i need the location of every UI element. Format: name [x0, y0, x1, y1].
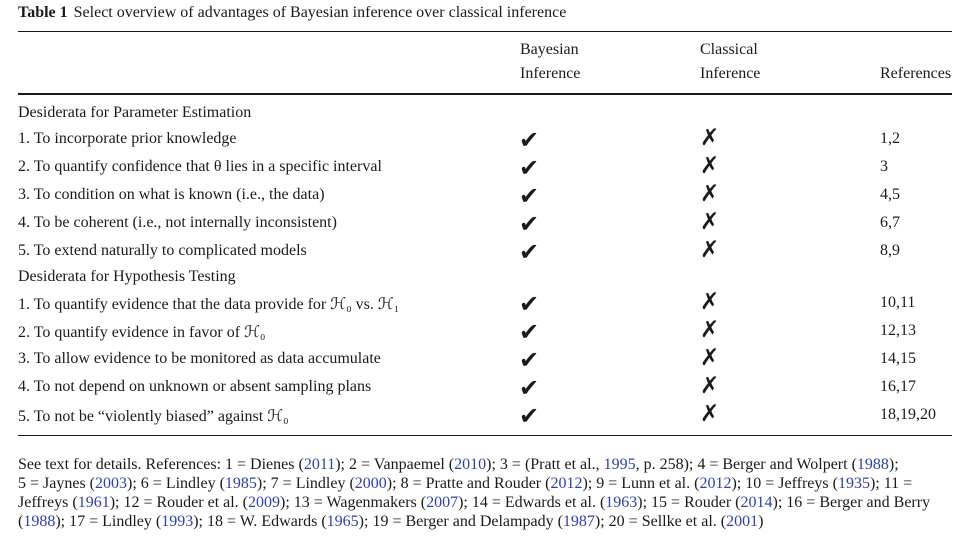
row-label: 4. To be coherent (i.e., not internally inconsistent)	[18, 214, 337, 231]
footnote-text: ); 14 = Edwards et al. (	[458, 494, 606, 511]
header-bayesian-line1: Bayesian	[520, 41, 579, 58]
row-refs: 1,2	[880, 130, 900, 147]
row-label: 5. To not be “violently biased” against ℋ₀	[18, 408, 289, 425]
table-row	[0, 237, 974, 268]
footnote-text: ); 10 = Jeffreys (	[731, 475, 838, 492]
footnote-text: Jeffreys (	[18, 494, 78, 511]
cross-icon: ✗	[700, 373, 720, 399]
footnote-text: ); 2 = Vanpaemel (	[335, 456, 455, 473]
table-row	[0, 209, 974, 240]
caption-text: Select overview of advantages of Bayesian inference over classical inference	[73, 4, 567, 21]
table-row	[0, 317, 974, 348]
row-refs: 14,15	[880, 350, 916, 367]
header-classical-line2: Inference	[700, 65, 761, 82]
header-references: References	[880, 65, 952, 82]
footnote-text: See text for details. References: 1 = Dienes (	[18, 456, 304, 473]
footnote-text: )	[758, 513, 764, 530]
row-label: 2. To quantify evidence in favor of ℋ₀	[18, 324, 266, 341]
citation-year-link[interactable]: 2014	[740, 494, 773, 511]
table-label: Table 1	[18, 4, 68, 21]
row-refs: 12,13	[880, 322, 916, 339]
cross-icon: ✗	[700, 317, 720, 343]
table-row	[0, 125, 974, 156]
check-icon: ✔	[519, 402, 540, 430]
footnote-text: ); 17 = Lindley (	[55, 513, 162, 530]
table-footnote	[18, 455, 958, 531]
citation-year-link[interactable]: 1935	[837, 475, 870, 492]
citation-year-link[interactable]: 2000	[354, 475, 387, 492]
check-icon: ✔	[519, 154, 540, 182]
cross-icon: ✗	[700, 345, 720, 371]
citation-year-link[interactable]: 2012	[550, 475, 583, 492]
citation-year-link[interactable]: 2009	[248, 494, 281, 511]
citation-year-link[interactable]: 1985	[224, 475, 257, 492]
header-classical	[700, 38, 760, 86]
table-row	[0, 345, 974, 376]
cross-icon: ✗	[700, 237, 720, 263]
header-classical-line1: Classical	[700, 41, 758, 58]
citation-year-link[interactable]: 2011	[303, 456, 336, 473]
table-row	[0, 401, 974, 432]
row-refs: 4,5	[880, 186, 900, 203]
footnote-text: ); 6 = Lindley (	[127, 475, 225, 492]
row-refs: 6,7	[880, 214, 900, 231]
row-label: 5. To extend naturally to complicated models	[18, 242, 307, 259]
check-icon: ✔	[519, 238, 540, 266]
row-refs: 10,11	[880, 294, 916, 311]
row-label: 1. To incorporate prior knowledge	[18, 130, 237, 147]
citation-year-link[interactable]: 2003	[95, 475, 128, 492]
citation-year-link[interactable]: 2007	[426, 494, 459, 511]
footnote-text: ); 3 = (Pratt et al.,	[486, 456, 604, 473]
footnote-text: ); 11 =	[869, 475, 913, 492]
footnote-text: ); 16 = Berger and Berry	[772, 494, 931, 511]
citation-year-link[interactable]: 1993	[161, 513, 194, 530]
row-refs: 3	[880, 158, 888, 175]
row-label: 3. To condition on what is known (i.e., the data)	[18, 186, 325, 203]
footnote-text: );	[888, 456, 899, 473]
row-refs: 8,9	[880, 242, 900, 259]
header-bayesian-line2: Inference	[520, 65, 581, 82]
citation-year-link[interactable]: 1988	[23, 513, 56, 530]
cross-icon: ✗	[700, 289, 720, 315]
check-icon: ✔	[519, 126, 540, 154]
cross-icon: ✗	[700, 125, 720, 151]
row-label: 1. To quantify evidence that the data provide for ℋ₀ vs. ℋ₁	[18, 296, 400, 313]
citation-year-link[interactable]: 1963	[605, 494, 638, 511]
citation-year-link[interactable]: 1988	[856, 456, 889, 473]
footnote-text: ); 13 = Wagenmakers (	[280, 494, 427, 511]
check-icon: ✔	[519, 210, 540, 238]
footnote-text: ); 7 = Lindley (	[256, 475, 355, 492]
citation-year-link[interactable]: 1995	[603, 456, 636, 473]
footnote-text: ); 20 = Sellke et al. (	[594, 513, 727, 530]
header-bayesian	[520, 38, 580, 86]
check-icon: ✔	[519, 318, 540, 346]
footnote-text: ); 19 = Berger and Delampady (	[358, 513, 563, 530]
footnote-line	[18, 474, 958, 493]
table-row	[0, 153, 974, 184]
cross-icon: ✗	[700, 153, 720, 179]
check-icon: ✔	[519, 346, 540, 374]
footnote-line	[18, 512, 958, 531]
table-row	[0, 373, 974, 404]
footnote-line	[18, 493, 958, 512]
row-refs: 16,17	[880, 378, 916, 395]
citation-year-link[interactable]: 2001	[726, 513, 759, 530]
footnote-text: ); 12 = Rouder et al. (	[109, 494, 249, 511]
table-row	[0, 181, 974, 212]
footnote-text: ); 15 = Rouder (	[637, 494, 741, 511]
footnote-text: ); 8 = Pratte and Rouder (	[386, 475, 551, 492]
table-caption	[18, 4, 566, 22]
top-rule	[18, 31, 952, 32]
check-icon: ✔	[519, 374, 540, 402]
check-icon: ✔	[519, 290, 540, 318]
row-label: 4. To not depend on unknown or absent sampling plans	[18, 378, 372, 395]
section-title-parameter-estimation: Desiderata for Parameter Estimation	[18, 104, 252, 121]
check-icon: ✔	[519, 182, 540, 210]
cross-icon: ✗	[700, 401, 720, 427]
table-row	[0, 289, 974, 320]
citation-year-link[interactable]: 1987	[562, 513, 595, 530]
footnote-line	[18, 455, 958, 474]
row-refs: 18,19,20	[880, 406, 936, 423]
footnote-text: (	[18, 513, 24, 530]
header-rule	[18, 93, 952, 95]
citation-year-link[interactable]: 1965	[326, 513, 359, 530]
footnote-text: , p. 258); 4 = Berger and Wolpert (	[635, 456, 857, 473]
footnote-text: ); 18 = W. Edwards (	[193, 513, 327, 530]
citation-year-link[interactable]: 2012	[699, 475, 732, 492]
citation-year-link[interactable]: 1961	[77, 494, 110, 511]
footnote-text: ); 9 = Lunn et al. (	[582, 475, 700, 492]
footnote-text: 5 = Jaynes (	[18, 475, 96, 492]
bottom-rule	[18, 435, 952, 436]
cross-icon: ✗	[700, 209, 720, 235]
row-label: 3. To allow evidence to be monitored as data accumulate	[18, 350, 381, 367]
cross-icon: ✗	[700, 181, 720, 207]
section-title-hypothesis-testing: Desiderata for Hypothesis Testing	[18, 268, 236, 285]
citation-year-link[interactable]: 2010	[454, 456, 487, 473]
row-label: 2. To quantify confidence that θ lies in a specific interval	[18, 158, 382, 175]
